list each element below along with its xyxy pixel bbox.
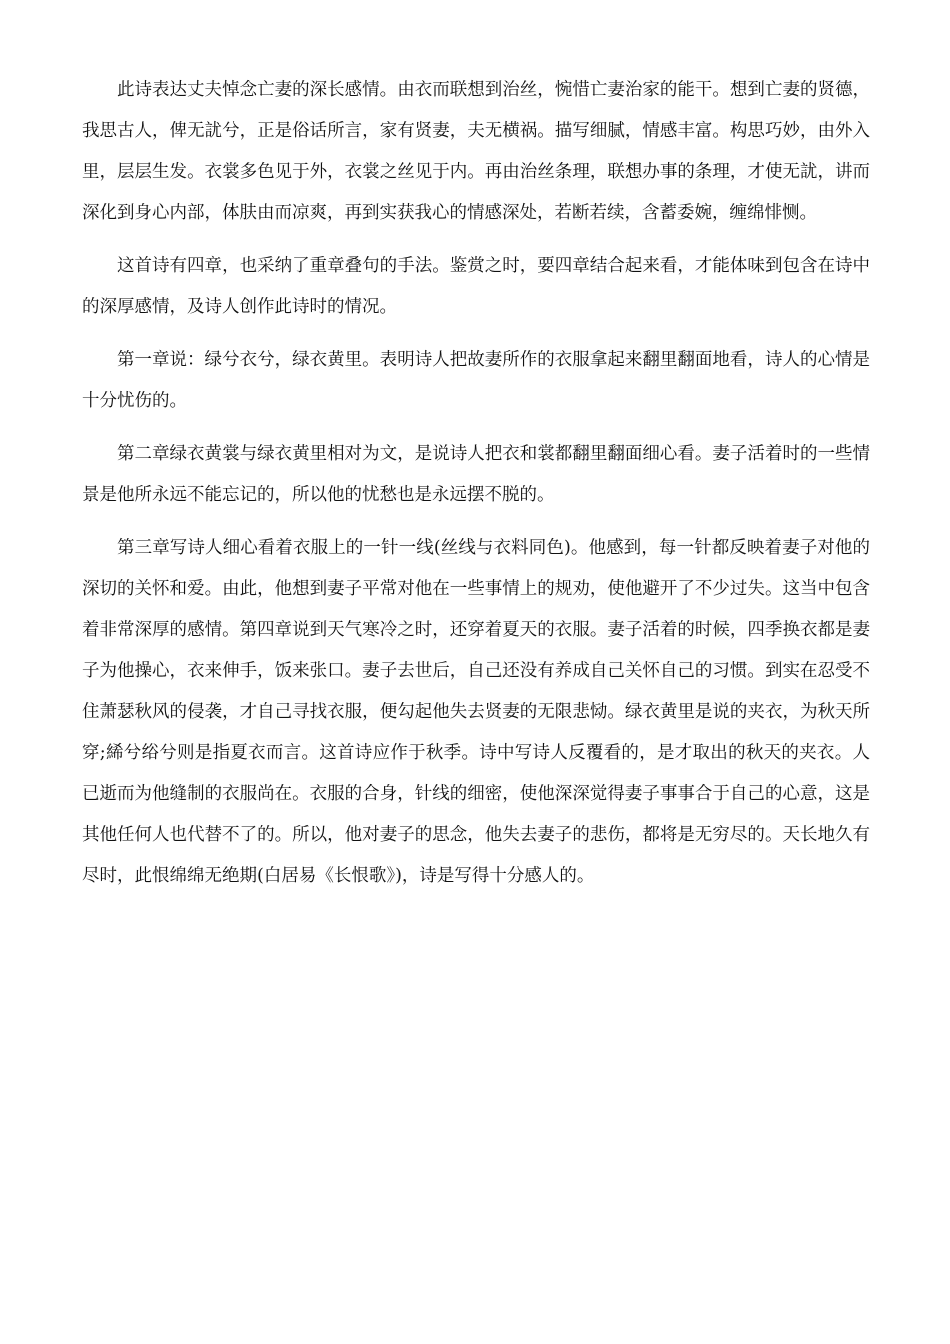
paragraph-3: 第一章说：绿兮衣兮，绿衣黄里。表明诗人把故妻所作的衣服拿起来翻里翻面地看，诗人的心情是十分忧伤的。	[82, 350, 870, 411]
paragraph-5: 第三章写诗人细心看着衣服上的一针一线(丝线与衣料同色)。他感到，每一针都反映着妻子对他的深切的关怀和爱。由此，他想到妻子平常对他在一些事情上的规劝，使他避开了不少过失。这当中包含着非常深厚的感情。第四章说到天气寒冷之时，还穿着夏天的衣服。妻子活着的时候，四季换衣都是妻子为他操心，衣来伸手，饭来张口。妻子去世后，自己还没有养成自己关怀自己的习惯。到实在忍受不住萧瑟秋风的侵袭，才自己寻找衣服，便勾起他失去贤妻的无限悲恸。绿衣黄里是说的夹衣，为秋天所穿;絺兮绤兮则是指夏衣而言。这首诗应作于秋季。诗中写诗人反覆看的，是才取出的秋天的夹衣。人已逝而为他缝制的衣服尚在。衣服的合身，针线的细密，使他深深觉得妻子事事合于自己的心意，这是其他任何人也代替不了的。所以，他对妻子的思念，他失去妻子的悲伤，都将是无穷尽的。天长地久有尽时，此恨绵绵无绝期(白居易《长恨歌》)，诗是写得十分感人的。	[82, 538, 870, 886]
document-page	[82, 70, 870, 909]
paragraph-2: 这首诗有四章，也采纳了重章叠句的手法。鉴赏之时，要四章结合起来看，才能体味到包含在诗中的深厚感情，及诗人创作此诗时的情况。	[82, 256, 870, 317]
paragraph-1: 此诗表达丈夫悼念亡妻的深长感情。由衣而联想到治丝，惋惜亡妻治家的能干。想到亡妻的贤德，我思古人，俾无訧兮，正是俗话所言，家有贤妻，夫无横祸。描写细腻，情感丰富。构思巧妙，由外入里，层层生发。衣裳多色见于外，衣裳之丝见于内。再由治丝条理，联想办事的条理，才使无訧，讲而深化到身心内部，体肤由而凉爽，再到实获我心的情感深处，若断若续，含蓄委婉，缠绵悱恻。	[82, 80, 870, 223]
paragraph-4: 第二章绿衣黄裳与绿衣黄里相对为文，是说诗人把衣和裳都翻里翻面细心看。妻子活着时的一些情景是他所永远不能忘记的，所以他的忧愁也是永远摆不脱的。	[82, 444, 870, 505]
